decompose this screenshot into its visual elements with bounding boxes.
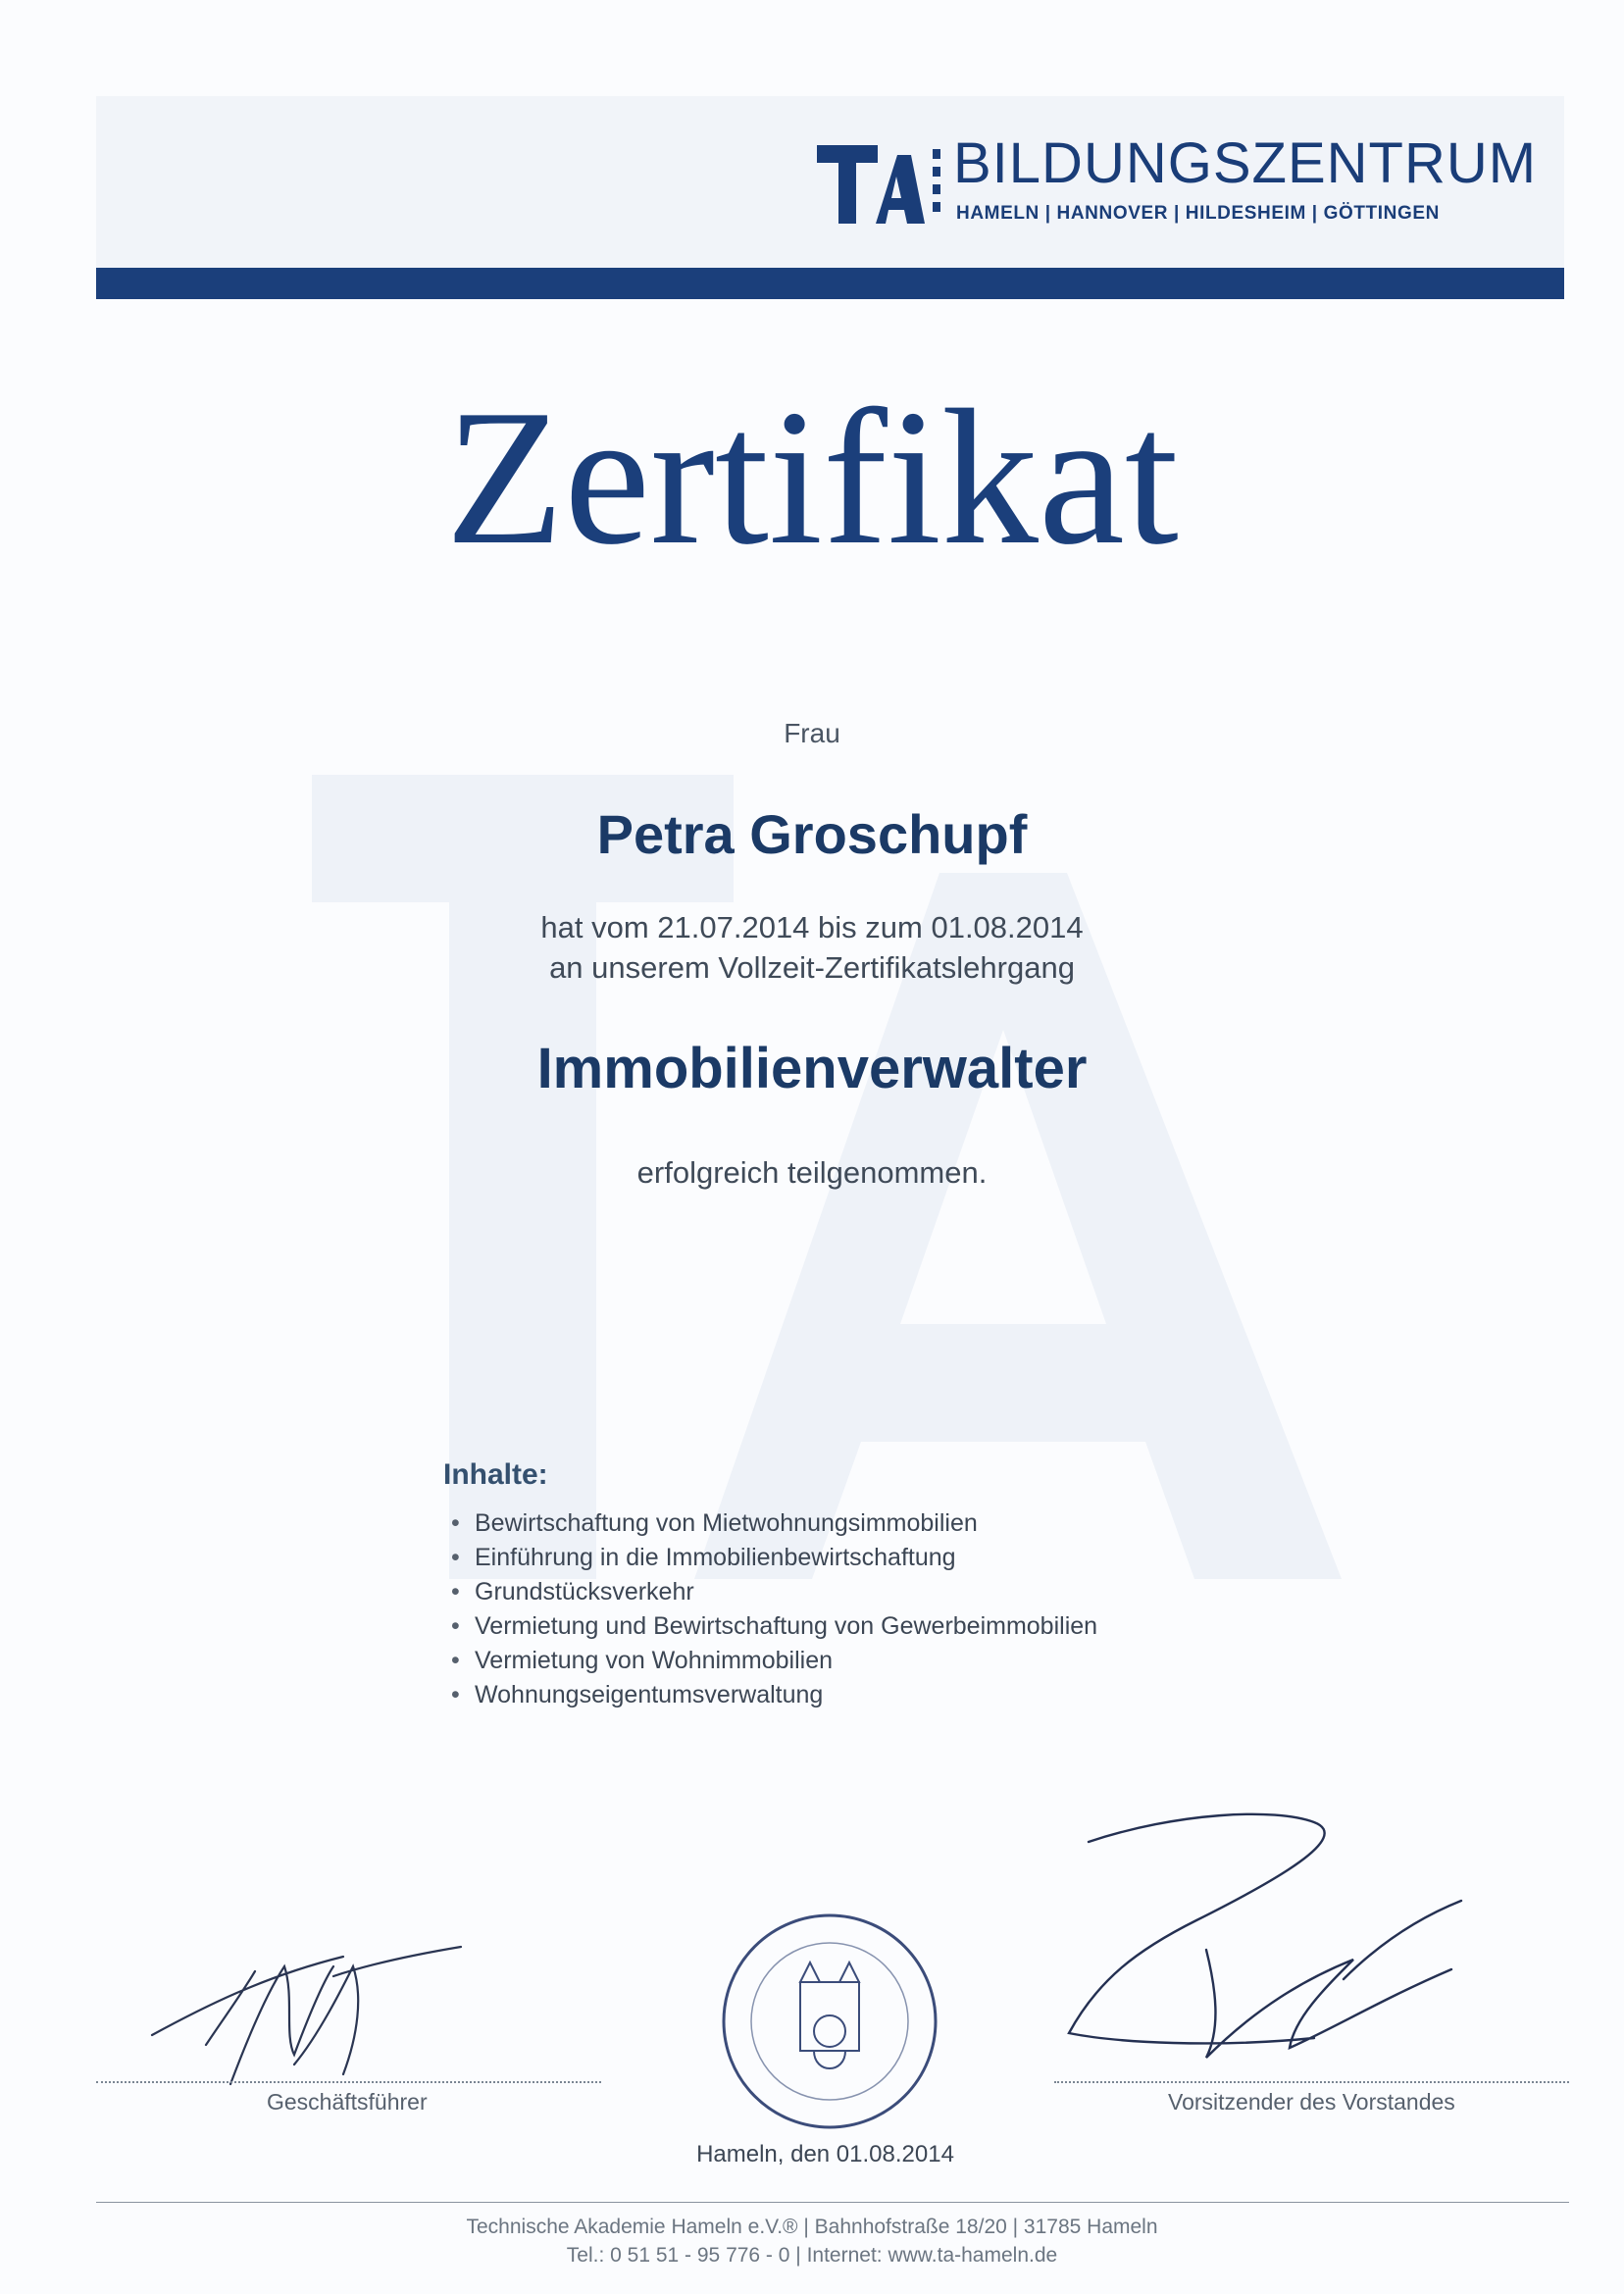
list-item: • Wohnungseigentumsverwaltung <box>449 1678 1097 1712</box>
signature-right-icon <box>1059 1803 1471 2097</box>
footer-address: Technische Akademie Hameln e.V.® | Bahnhofstraße 18/20 | 31785 Hameln <box>466 2216 1158 2238</box>
completion-text: erfolgreich teilgenommen. <box>636 1155 988 1190</box>
page-title: Zertifikat <box>445 370 1179 585</box>
brand-name: BILDUNGSZENTRUM <box>953 131 1538 195</box>
contents-heading: Inhalte: <box>443 1458 548 1491</box>
footer-rule <box>96 2202 1569 2203</box>
period-text: hat vom 21.07.2014 bis zum 01.08.2014 <box>540 910 1084 944</box>
header-rule <box>96 268 1564 299</box>
ta-logo-icon <box>817 137 925 228</box>
list-item: • Einführung in die Immobilienbewirtschaftung <box>449 1541 1097 1575</box>
place-date: Hameln, den 01.08.2014 <box>696 2141 954 2167</box>
signature-line-right <box>1054 2081 1569 2083</box>
footer-contact: Tel.: 0 51 51 - 95 776 - 0 | Internet: www.ta-hameln.de <box>566 2244 1058 2267</box>
signature-label-right: Vorsitzender des Vorstandes <box>1168 2089 1455 2115</box>
person-name: Petra Groschupf <box>596 803 1028 865</box>
course-name: Immobilienverwalter <box>536 1037 1088 1100</box>
seal-stamp-icon <box>716 1908 943 2135</box>
list-item: • Vermietung von Wohnimmobilien <box>449 1644 1097 1678</box>
signature-label-left: Geschäftsführer <box>267 2089 428 2115</box>
list-item: • Grundstücksverkehr <box>449 1575 1097 1609</box>
list-item: • Bewirtschaftung von Mietwohnungsimmobilien <box>449 1506 1097 1541</box>
course-intro: an unserem Vollzeit-Zertifikatslehrgang <box>549 950 1075 985</box>
contents-list <box>449 1506 1097 1712</box>
signature-line-left <box>96 2081 601 2083</box>
signature-left-icon <box>147 1937 481 2104</box>
salutation: Frau <box>784 718 840 748</box>
list-item: • Vermietung und Bewirtschaftung von Gewerbeimmobilien <box>449 1609 1097 1644</box>
brand-cities: HAMELN | HANNOVER | HILDESHEIM | GÖTTINGEN <box>956 203 1440 224</box>
logo-separator <box>933 149 942 228</box>
